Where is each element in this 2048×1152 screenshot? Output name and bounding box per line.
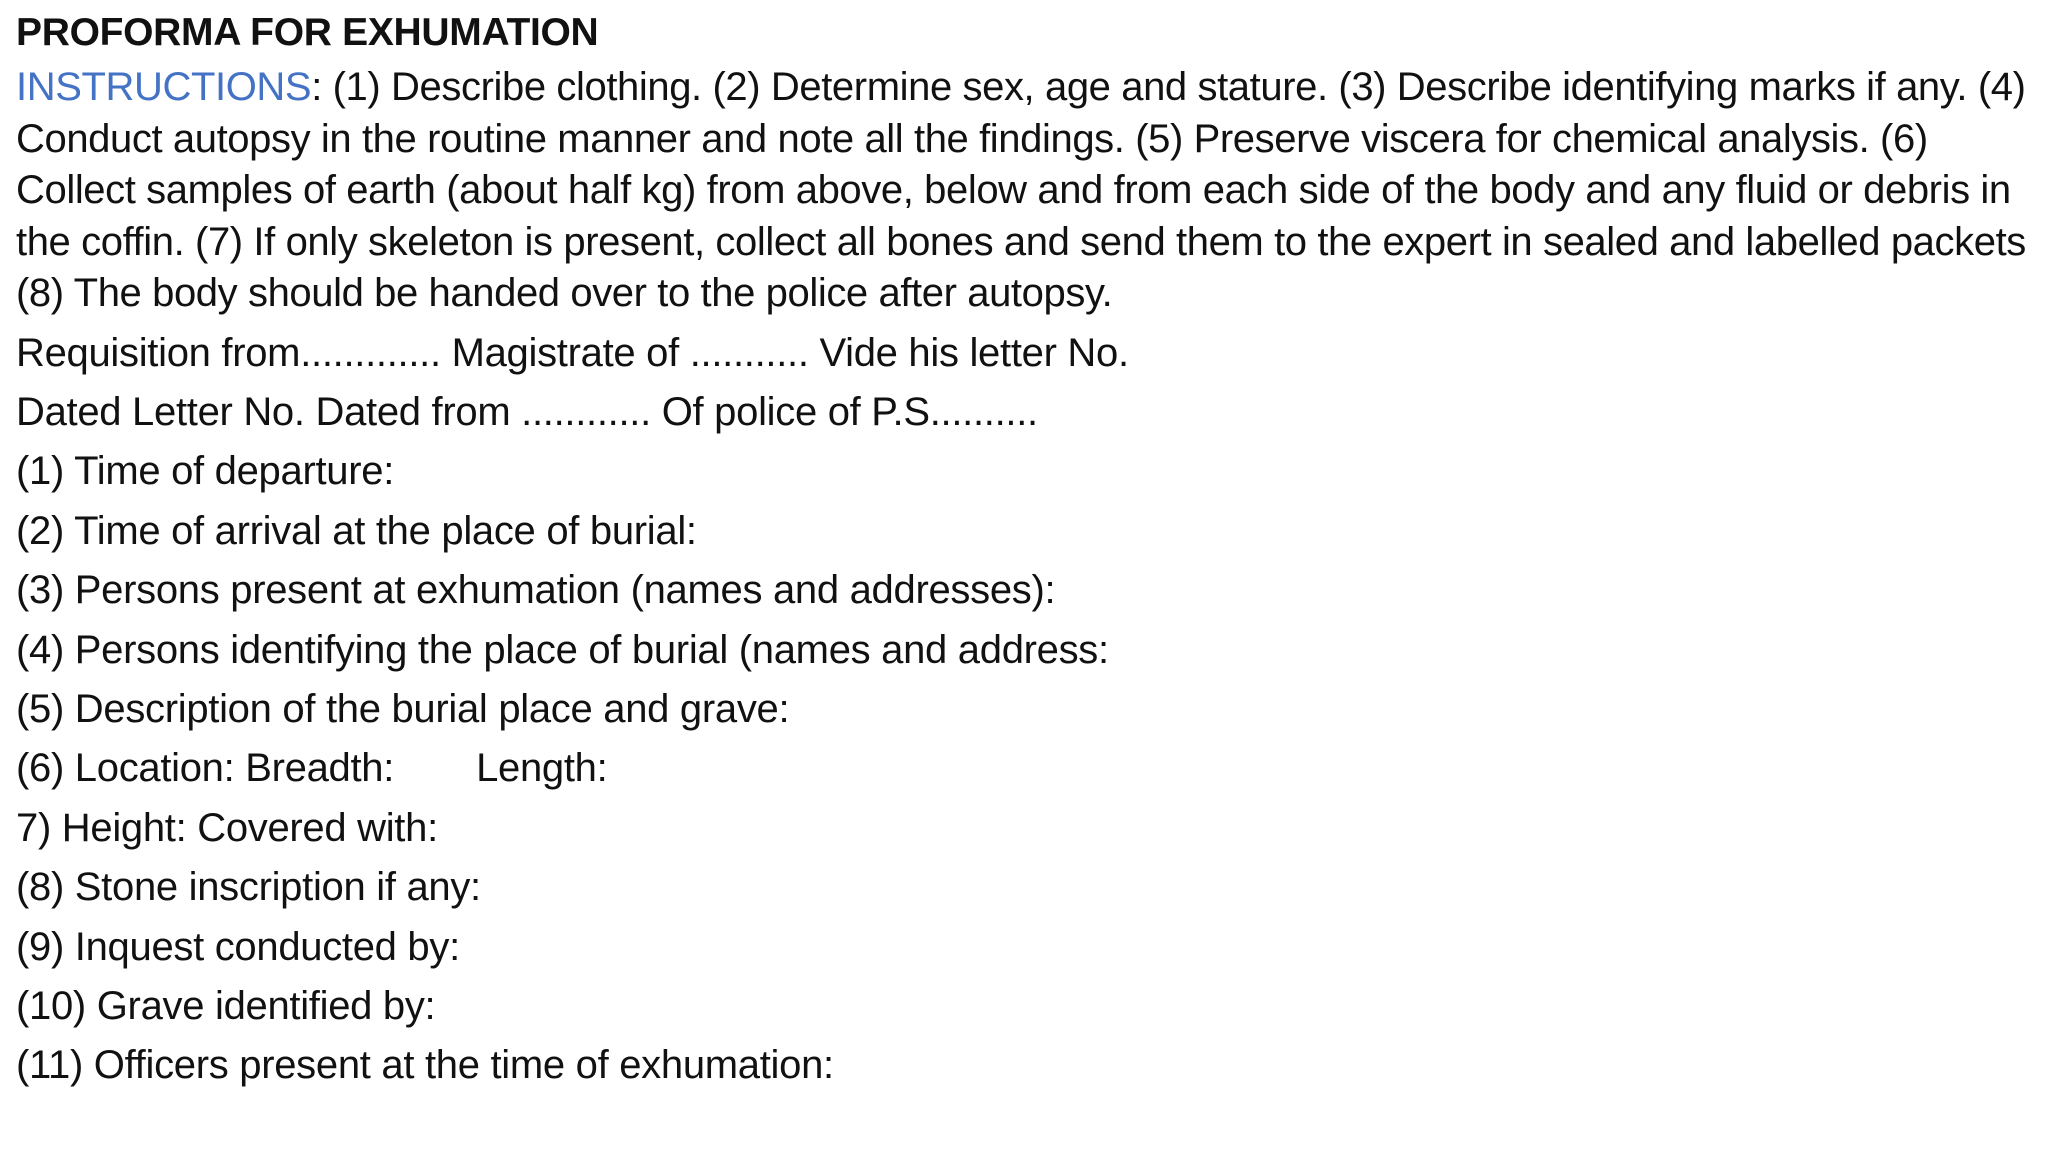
instructions-separator: : [311, 65, 333, 109]
item-officers-present: (11) Officers present at the time of exhumation: [16, 1043, 834, 1088]
item-location [16, 739, 2036, 798]
document-title: PROFORMA FOR EXHUMATION [16, 11, 599, 54]
item-grave-identified: (10) Grave identified by: [16, 983, 436, 1028]
item-stone-inscription: (8) Stone inscription if any: [16, 865, 481, 910]
item-location-breadth: (6) Location: Breadth: [16, 746, 395, 791]
dated-line: Dated Letter No. Dated from ............ Of police of P.S.......... [16, 389, 1038, 434]
instructions-text: (1) Describe clothing. (2) Determine sex, age and stature. (3) Describe identifying marks if any. (4) Conduct autopsy in the routine manner and note all the findings. (5) Preserve viscera for chemical analysis. (6) Collect samples of earth (about half kg) from above, below and from each side of the body and any fluid or debris in the coffin. (7) If only skeleton is present, collect all bones and send them to the expert in sealed and labelled packets (8) The body should be handed over to the police after autopsy. [16, 65, 2026, 315]
instructions-paragraph [16, 62, 2036, 320]
item-height: 7) Height: Covered with: [16, 805, 438, 850]
item-location-length: Length: [476, 746, 608, 791]
item-persons-identifying: (4) Persons identifying the place of burial (names and address: [16, 627, 1109, 672]
document-page [16, 8, 2036, 1096]
item-inquest: (9) Inquest conducted by: [16, 924, 460, 969]
requisition-line: Requisition from............. Magistrate of ........... Vide his letter No. [16, 330, 1129, 375]
item-time-of-arrival: (2) Time of arrival at the place of burial: [16, 508, 697, 553]
item-persons-present: (3) Persons present at exhumation (names and addresses): [16, 568, 1056, 613]
item-time-of-departure: (1) Time of departure: [16, 449, 395, 494]
instructions-label: INSTRUCTIONS [16, 65, 312, 109]
item-burial-description: (5) Description of the burial place and grave: [16, 686, 790, 731]
